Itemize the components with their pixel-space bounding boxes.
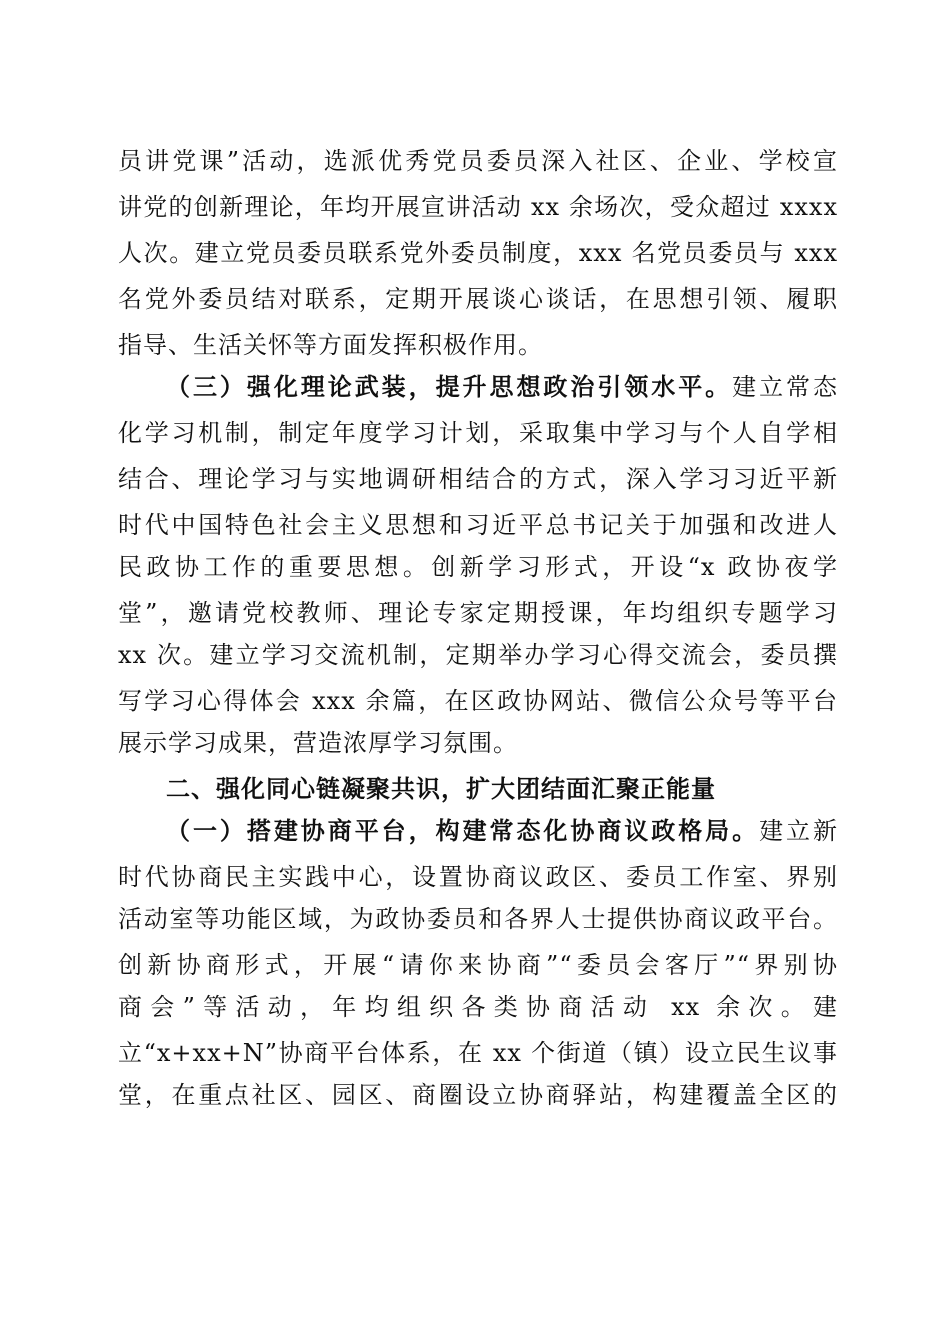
body-text-line: 化学习机制，制定年度学习计划，采取集中学习与个人自学相 bbox=[118, 419, 838, 447]
section-1-first-line-rest: 建立新 bbox=[759, 817, 839, 845]
body-text-line: xx 次。建立学习交流机制，定期举办学习心得交流会，委员撰 bbox=[118, 641, 838, 669]
body-text-line: 讲党的创新理论，年均开展宣讲活动 xx 余场次，受众超过 xxxx bbox=[118, 193, 838, 221]
body-text-line: 员讲党课”活动，选派优秀党员委员深入社区、企业、学校宣 bbox=[118, 147, 838, 175]
body-text-line: 民政协工作的重要思想。创新学习形式，开设“x 政协夜学 bbox=[118, 553, 838, 581]
section-3-first-line-rest: 建立常态 bbox=[732, 373, 838, 401]
body-text-line: 指导、生活关怀等方面发挥积极作用。 bbox=[118, 331, 543, 359]
body-text-line: 名党外委员结对联系，定期开展谈心谈话，在思想引领、履职 bbox=[118, 285, 838, 313]
body-text-line: 时代协商民主实践中心，设置协商议政区、委员工作室、界别 bbox=[118, 863, 838, 891]
section-3-first-line bbox=[166, 367, 838, 407]
section-1-lead: （一）搭建协商平台，构建常态化协商议政格局。 bbox=[166, 816, 760, 845]
body-text-line: 活动室等功能区域，为政协委员和各界人士提供协商议政平台。 bbox=[118, 905, 838, 933]
body-text-line: 结合、理论学习与实地调研相结合的方式，深入学习习近平新 bbox=[118, 465, 838, 493]
body-text-line: 展示学习成果，营造浓厚学习氛围。 bbox=[118, 729, 518, 757]
body-text-line: 堂”，邀请党校教师、理论专家定期授课，年均组织专题学习 bbox=[118, 599, 838, 627]
body-text-line: 创新协商形式，开展“请你来协商”“委员会客厅”“界别协 bbox=[118, 951, 838, 979]
body-text-line: 人次。建立党员委员联系党外委员制度，xxx 名党员委员与 xxx bbox=[118, 239, 838, 267]
body-text-line: 写学习心得体会 xxx 余篇，在区政协网站、微信公众号等平台 bbox=[118, 687, 838, 715]
body-text-line: 堂，在重点社区、园区、商圈设立协商驿站，构建覆盖全区的 bbox=[118, 1081, 838, 1109]
body-text-line: 商会”等活动，年均组织各类协商活动 xx 余次。建 bbox=[118, 993, 838, 1021]
section-heading: 二、强化同心链凝聚共识，扩大团结面汇聚正能量 bbox=[166, 775, 716, 803]
body-text-line: 时代中国特色社会主义思想和习近平总书记关于加强和改进人 bbox=[118, 511, 838, 539]
section-3-lead: （三）强化理论武装，提升思想政治引领水平。 bbox=[166, 372, 733, 401]
section-1-first-line bbox=[166, 811, 838, 851]
body-text-line: 立“x+xx+N”协商平台体系，在 xx 个街道（镇）设立民生议事 bbox=[118, 1039, 838, 1067]
